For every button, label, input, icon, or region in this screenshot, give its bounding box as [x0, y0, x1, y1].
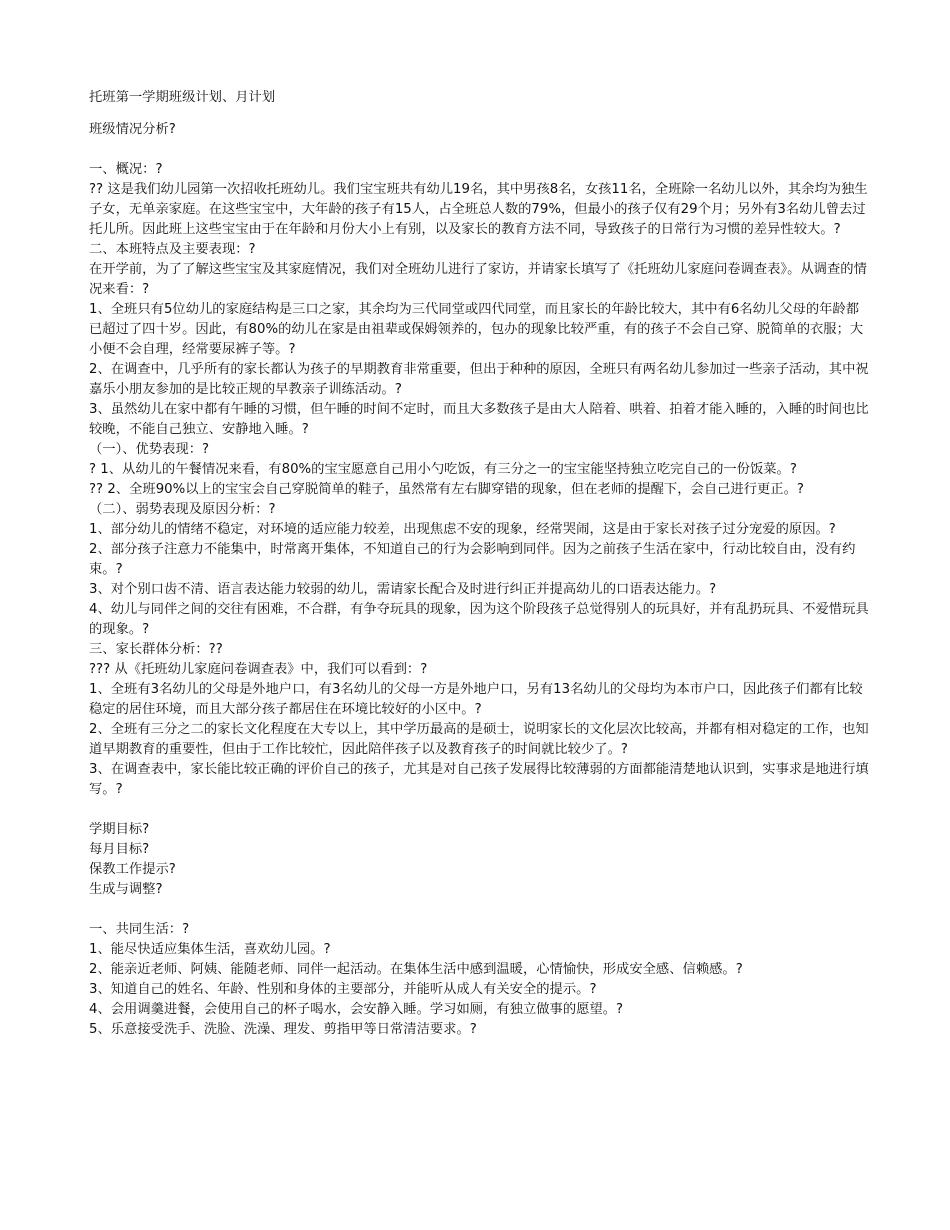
weaknesses-item-1: 1、部分幼儿的情绪不稳定，对环境的适应能力较差，出现焦虑不安的现象，经常哭闹，这是由于家长对孩子过分宠爱的原因。? [89, 522, 836, 537]
section-1-paragraph: ?? 这是我们幼儿园第一次招收托班幼儿。我们宝宝班共有幼儿19名，其中男孩8名，女孩11名，全班除一名幼儿以外，其余均为独生子女，无单亲家庭。在这些宝宝中，大年龄的孩子有15人，占全班总人数的79%，但最小的孩子仅有29个月；另外有3名幼儿曾去过托儿所。因此班上这些宝宝由于在年龄和月份大小上有别，以及家长的教育方法不同，导致孩子的日常行为习惯的差异性较大。? [89, 182, 868, 237]
life-item-5: 5、乐意接受洗手、洗脸、洗澡、理发、剪指甲等日常清洁要求。? [89, 1022, 477, 1037]
section-2-item-1: 1、全班只有5位幼儿的家庭结构是三口之家，其余均为三代同堂或四代同堂，而且家长的年龄比较大，其中有6名幼儿父母的年龄都已超过了四十岁。因此，有80%的幼儿在家是由祖辈或保姆领养的，包办的现象比较严重，有的孩子不会自己穿、脱简单的衣服；大小便不会自理，经常要尿裤子等。? [89, 302, 864, 357]
weaknesses-item-3: 3、对个别口齿不清、语言表达能力较弱的幼儿，需请家长配合及时进行纠正并提高幼儿的口语表达能力。? [89, 582, 717, 597]
life-item-3: 3、知道自己的姓名、年龄、性别和身体的主要部分，并能听从成人有关安全的提示。? [89, 982, 597, 997]
section-1-heading: 一、概况：? [89, 162, 163, 177]
advantages-item-1: ? 1、从幼儿的午餐情况来看，有80%的宝宝愿意自己用小勺吃饭，有三分之一的宝宝能坚持独立吃完自己的一份饭菜。? [89, 462, 797, 477]
section-2-heading: 二、本班特点及主要表现：? [89, 242, 256, 257]
life-heading: 一、共同生活：? [89, 922, 190, 937]
section-3-item-3: 3、在调查表中，家长能比较正确的评价自己的孩子，尤其是对自己孩子发展得比较薄弱的方面都能清楚地认识到，实事求是地进行填写。? [89, 762, 869, 797]
life-item-1: 1、能尽快适应集体生活，喜欢幼儿园。? [89, 942, 331, 957]
document-page [89, 88, 869, 1040]
document-title: 托班第一学期班级计划、月计划 [89, 90, 276, 105]
goal-monthly: 每月目标? [89, 842, 150, 857]
analysis-heading: 班级情况分析? [89, 122, 176, 137]
section-3-heading: 三、家长群体分析：?? [89, 642, 223, 657]
goal-semester: 学期目标? [89, 822, 150, 837]
section-2-intro: 在开学前，为了了解这些宝宝及其家庭情况，我们对全班幼儿进行了家访，并请家长填写了《托班幼儿家庭问卷调查表》。从调查的情况来看：? [89, 262, 867, 297]
section-3-item-1: 1、全班有3名幼儿的父母是外地户口，有3名幼儿的父母一方是外地户口，另有13名幼儿的父母均为本市户口，因此孩子们都有比较稳定的居住环境，而且大部分孩子都居住在环境比较好的小区中。? [89, 682, 863, 717]
weaknesses-item-2: 2、部分孩子注意力不能集中，时常离开集体，不知道自己的行为会影响到同伴。因为之前孩子生活在家中，行动比较自由，没有约束。? [89, 542, 856, 577]
weaknesses-item-4: 4、幼儿与同伴之间的交往有困难，不合群，有争夺玩具的现象，因为这个阶段孩子总觉得别人的玩具好，并有乱扔玩具、不爱惜玩具的现象。? [89, 602, 869, 637]
advantages-heading: （一）、优势表现：? [89, 442, 210, 457]
goal-care-tips: 保教工作提示? [89, 862, 176, 877]
section-3-intro: ??? 从《托班幼儿家庭问卷调查表》中，我们可以看到：? [89, 662, 428, 677]
goal-adjustment: 生成与调整? [89, 882, 163, 897]
life-item-4: 4、会用调羹进餐，会使用自己的杯子喝水，会安静入睡。学习如厕，有独立做事的愿望。? [89, 1002, 624, 1017]
advantages-item-2: ?? 2、全班90%以上的宝宝会自己穿脱简单的鞋子，虽然常有左右脚穿错的现象，但在老师的提醒下，会自己进行更正。? [89, 482, 804, 497]
section-2-item-3: 3、虽然幼儿在家中都有午睡的习惯，但午睡的时间不定时，而且大多数孩子是由大人陪着、哄着、拍着才能入睡的，入睡的时间也比较晚，不能自己独立、安静地入睡。? [89, 402, 869, 437]
section-2-item-2: 2、在调查中，几乎所有的家长都认为孩子的早期教育非常重要，但出于种种的原因，全班只有两名幼儿参加过一些亲子活动，其中祝嘉乐小朋友参加的是比较正规的早教亲子训练活动。? [89, 362, 869, 397]
life-item-2: 2、能亲近老师、阿姨、能随老师、同伴一起活动。在集体生活中感到温暖，心情愉快，形成安全感、信赖感。? [89, 962, 743, 977]
section-3-item-2: 2、全班有三分之二的家长文化程度在大专以上，其中学历最高的是硕士，说明家长的文化层次比较高，并都有相对稳定的工作，也知道早期教育的重要性，但由于工作比较忙，因此陪伴孩子以及教育孩子的时间就比较少了。? [89, 722, 869, 757]
weaknesses-heading: （二）、弱势表现及原因分析：? [89, 502, 276, 517]
